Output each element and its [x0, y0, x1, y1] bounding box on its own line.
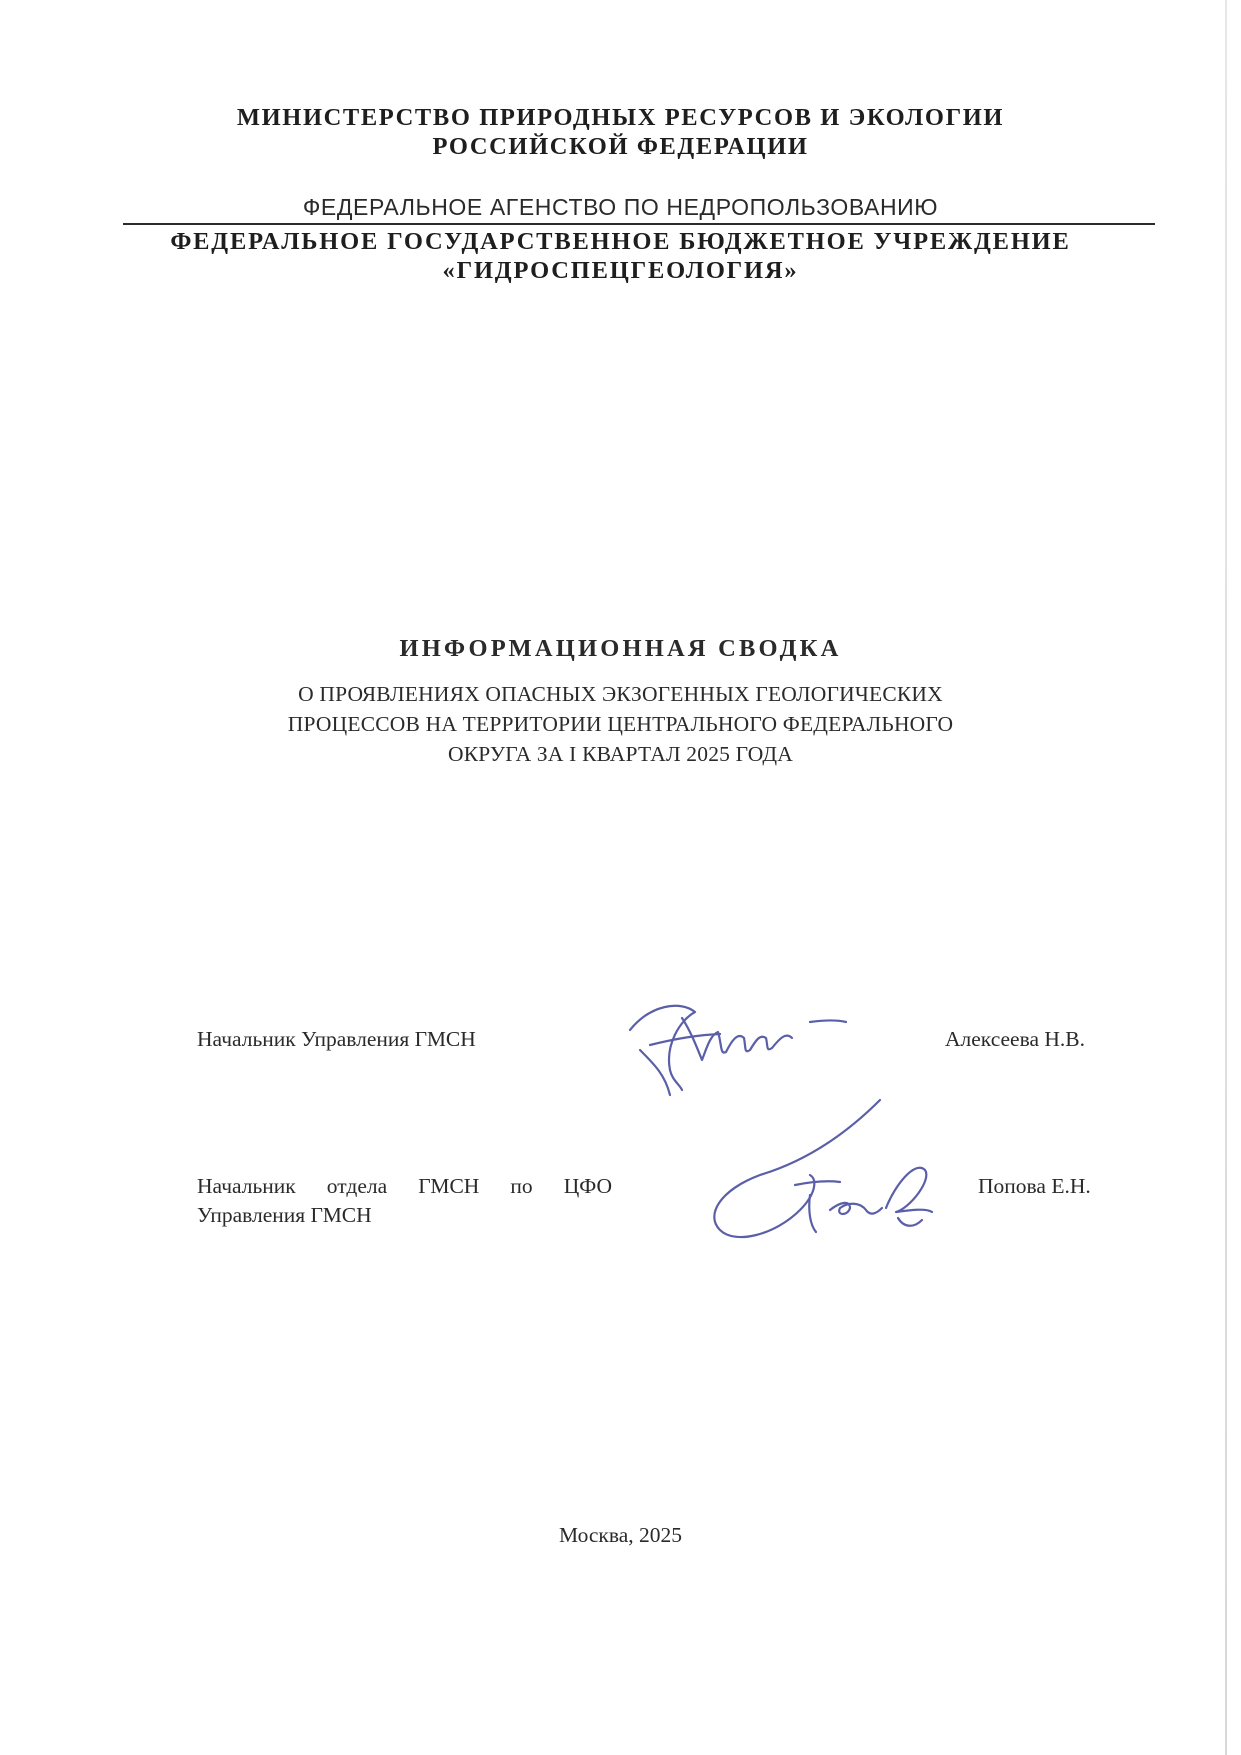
subtitle-line-2: ПРОЦЕССОВ НА ТЕРРИТОРИИ ЦЕНТРАЛЬНОГО ФЕДЕРАЛЬНОГО [287, 712, 954, 736]
document-subtitle [0, 679, 1241, 769]
signatory-2-name: Попова Е.Н. [978, 1174, 1091, 1198]
institution-heading [0, 227, 1241, 285]
header-divider [123, 223, 1155, 225]
position-word: ГМСН [418, 1174, 480, 1198]
subtitle-line-1: О ПРОЯВЛЕНИЯХ ОПАСНЫХ ЭКЗОГЕННЫХ ГЕОЛОГИЧЕСКИХ [298, 682, 943, 706]
ministry-line-1: МИНИСТЕРСТВО ПРИРОДНЫХ РЕСУРСОВ И ЭКОЛОГИИ [236, 104, 1005, 131]
ministry-line-2: РОССИЙСКОЙ ФЕДЕРАЦИИ [432, 133, 809, 160]
signatory-1-position: Начальник Управления ГМСН [197, 1027, 476, 1051]
subtitle-line-3: ОКРУГА ЗА I КВАРТАЛ 2025 ГОДА [447, 742, 794, 766]
position-word: Начальник [197, 1174, 296, 1198]
place-and-year: Москва, 2025 [558, 1523, 683, 1547]
signatory-1-name: Алексеева Н.В. [945, 1027, 1086, 1051]
ministry-heading [0, 103, 1241, 161]
position-word: по [510, 1174, 533, 1198]
position-word: отдела [326, 1174, 388, 1198]
document-title: ИНФОРМАЦИОННАЯ СВОДКА [399, 635, 842, 662]
signatory-2-position [197, 1172, 617, 1230]
signatory-2-position-line-1 [197, 1172, 612, 1201]
signatory-2-position-line-2: Управления ГМСН [197, 1203, 372, 1227]
agency-heading: ФЕДЕРАЛЬНОЕ АГЕНСТВО ПО НЕДРОПОЛЬЗОВАНИЮ [302, 194, 939, 220]
position-word: ЦФО [563, 1174, 612, 1198]
institution-line-2: «ГИДРОСПЕЦГЕОЛОГИЯ» [442, 257, 799, 284]
signature-2-handwritten [700, 1090, 960, 1250]
signature-1-handwritten [610, 990, 850, 1100]
institution-line-1: ФЕДЕРАЛЬНОЕ ГОСУДАРСТВЕННОЕ БЮДЖЕТНОЕ УЧРЕЖДЕНИЕ [170, 228, 1071, 255]
